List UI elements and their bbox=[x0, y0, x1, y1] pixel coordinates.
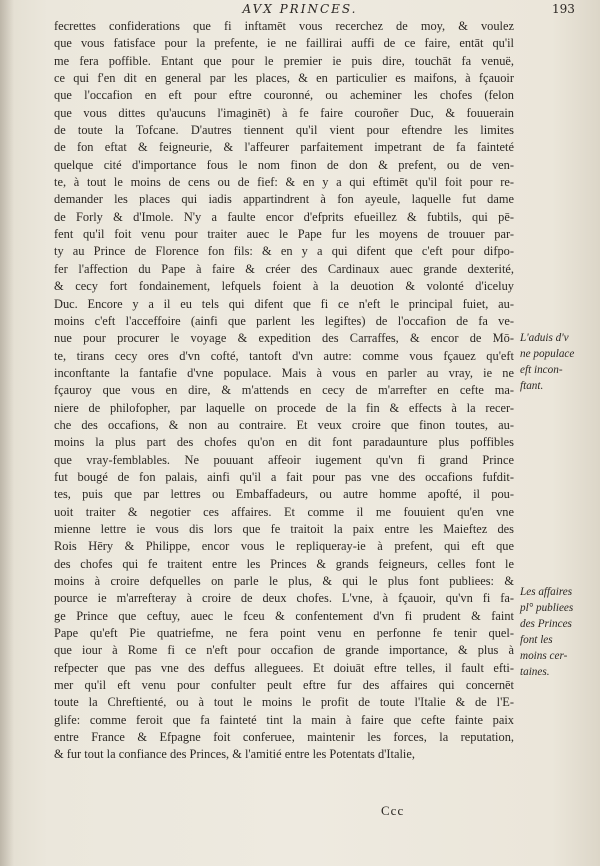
page-header bbox=[0, 2, 600, 18]
text-line: moins à croire defquelles on parle le plus, & qui le plus font publiees: & bbox=[54, 574, 514, 588]
text-line: nue pour procurer le voyage & expedition des Carraffes, & encor de Mō- bbox=[54, 331, 514, 346]
text-line: ge Prince que ceftuy, auec le fceu & confentement d'vn fi prudent & faint bbox=[54, 608, 514, 623]
running-title: AVX PRINCES. bbox=[242, 2, 358, 16]
margin-note-line: taines. bbox=[520, 666, 550, 678]
text-line: que vous dittes qu'aucuns l'imaginēt) à fe faire couroñer Duc, & fouuerain bbox=[54, 105, 514, 120]
text-line: ty au Prince de Florence fon fils: & en y a qui difent que c'eft pour difpo- bbox=[54, 244, 514, 259]
text-line: des chofes qui fe traitent entre les Princes & grands feigneurs, celles font le bbox=[54, 556, 514, 571]
text-line: de fon eftat & feigneurie, & l'affeurer parfaitement impetrant de fa fainteté bbox=[54, 140, 514, 155]
text-line: me fera poffible. Entant que pour le premier ie puis dire, touchāt fa venuë, bbox=[54, 53, 514, 68]
text-line: glife: comme feroit que fa fainteté tint la main à faire que cefte fainte paix bbox=[54, 712, 514, 727]
text-line: Pape qu'eft Pie quatriefme, ne fera point venu en perfonne fe tenir quel- bbox=[54, 626, 514, 641]
text-line: moins c'eft l'acceffoire (ainfi que parlent les legiftes) de l'occafion de fa ve- bbox=[54, 313, 514, 328]
margin-note-affaires bbox=[520, 584, 596, 680]
text-line: Rois Hēry & Philippe, encor vous le repliqueray-ie à prefent, qui eft que bbox=[54, 539, 514, 554]
text-line: & cecy fort fondainement, lefquels foient à la deuotion & volonté d'iceluy bbox=[54, 279, 514, 294]
text-line: mienne lettre ie vous dis lors que fe traitoit la paix entre les Maieftez des bbox=[54, 521, 514, 536]
margin-note-line: pl° publiees bbox=[520, 602, 574, 614]
text-line: fçauroy que vous en dire, & m'attends en cecy de m'arrefter en cefte ma- bbox=[54, 383, 514, 398]
text-line: que vous fatisface pour la prefente, ie ne faillirai auffi de ce faire, entāt qu'il bbox=[54, 36, 514, 51]
text-line: que iour à Rome fi ce n'eft pour occafion de grande importance, & plus à bbox=[54, 643, 514, 658]
text-line: demander les places qui iadis appartindrent à fon ayeule, laquelle fut dame bbox=[54, 192, 514, 207]
margin-note-line: des Princes bbox=[520, 618, 572, 630]
text-line: fut bougé de fon palais, ainfi qu'il a fait pour pas vne des occafions fufdit- bbox=[54, 469, 514, 484]
text-line: fent qu'il foit venu pour traiter auec le Pape fur les moyens de trouuer par- bbox=[54, 227, 514, 242]
text-line: de Forly & d'Imole. N'y a faulte encor d'efprits efueillez & fubtils, qui pē- bbox=[54, 209, 514, 224]
text-line: che des occafions, & non au contraire. Et veux croire que finon toutes, au- bbox=[54, 417, 514, 432]
margin-note-line: L'aduis d'v bbox=[520, 332, 569, 344]
text-line: & fur tout la confiance des Princes, & l'amitié entre les Potentats d'Italie, bbox=[54, 747, 415, 762]
text-line: que l'occafion en eft pour eftre couronné, ou acheminer les chofes (felon bbox=[54, 88, 514, 103]
margin-note-line: moins cer- bbox=[520, 650, 568, 662]
text-line: tes, puis que par lettres ou Embaffadeurs, ou autre homme apofté, il pou- bbox=[54, 487, 514, 502]
text-line: refpecter que pas vne des deffus alleguees. Et doiuāt eftre telles, il fault efti- bbox=[54, 660, 514, 675]
text-line: fer l'affection du Pape à faire & créer des Cardinaux auec grande dexterité, bbox=[54, 261, 514, 276]
margin-note-line: ftant. bbox=[520, 380, 544, 392]
text-line: pource ie m'arrefteray à croire de deux chofes. L'vne, à fçauoir, qu'vn fi fa- bbox=[54, 591, 514, 606]
text-line: mer qu'il eft venu pour confulter peult eftre fur des affaires qui concernēt bbox=[54, 678, 514, 693]
text-line: entre France & Efpagne foit conferuee, maintenir les forces, la reputation, bbox=[54, 730, 514, 745]
margin-note-line: Les affaires bbox=[520, 586, 573, 598]
text-line: Duc. Encore y a il eu tels qui difent que fi ce n'eft le principal fuiet, au- bbox=[54, 296, 514, 311]
body-text bbox=[54, 18, 514, 764]
signature-mark: Ccc bbox=[381, 803, 405, 818]
margin-note-line: eft incon- bbox=[520, 364, 563, 376]
text-line: ce qui f'en dit en general par les places, & en particulier es maifons, à fçauoir bbox=[54, 71, 514, 86]
text-line: te, tirans cecy ores d'vn cofté, tantoft d'vn autre: comme vous fçauez qu'eft bbox=[54, 348, 514, 363]
page-number: 193 bbox=[552, 2, 575, 16]
text-line: uoit traiter & negotier ces affaires. Et comme il me fouuient qu'en vne bbox=[54, 504, 514, 519]
text-line: niere de philofopher, par laquelle on procede de la fin & effects à la recer- bbox=[54, 400, 514, 415]
text-line: te, à tout le moins de cens ou de fief: & en y a qui eftimēt qu'il foit pour re- bbox=[54, 175, 514, 190]
margin-note-line: ne populace bbox=[520, 348, 575, 360]
text-line: moins la plus part des chofes qu'on en dit font paradaunture plus poffibles bbox=[54, 435, 514, 450]
text-line: toute la Chreftienté, ou à tout le moins le profit de toute l'Italie & de l'E- bbox=[54, 695, 514, 710]
text-line: que vray-femblables. Ne pouuant affeoir iugement qu'vn fi grand Prince bbox=[54, 452, 514, 467]
text-line: quelque cité d'importance fous le nom finon de don & prefent, ou de ven- bbox=[54, 157, 514, 172]
margin-note-line: font les bbox=[520, 634, 553, 646]
text-line: fecrettes confiderations que fi inftamēt vous recerchez de moy, & voulez bbox=[54, 19, 514, 33]
text-line: inconftante la fantafie d'vne populace. Mais à vous en parler au vray, ie ne bbox=[54, 365, 514, 380]
text-line: de toute la Tofcane. D'autres tiennent qu'il vient pour eftendre les limites bbox=[54, 123, 514, 138]
margin-note-populace bbox=[520, 330, 596, 394]
